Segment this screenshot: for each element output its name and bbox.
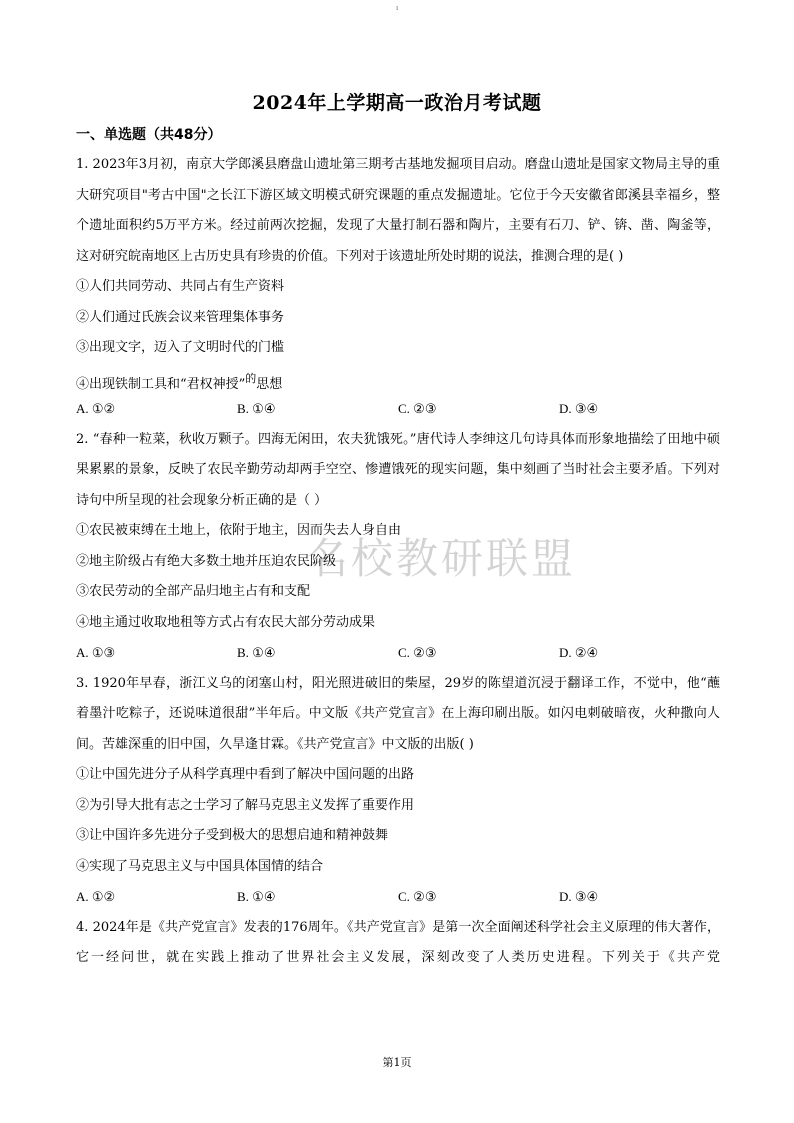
question-list	[76, 150, 720, 974]
question-1	[76, 150, 720, 425]
option-2: ②地主阶级占有绝大多数土地并压迫农民阶级	[76, 553, 337, 569]
option-4: ④实现了马克思主义与中国具体国情的结合	[76, 858, 324, 874]
option-3: ③农民劳动的全部产品归地主占有和支配	[76, 584, 311, 599]
choice-d: D. ③④	[559, 889, 599, 904]
choice-b: B. ①④	[237, 645, 276, 660]
question-stem: 1. 2023年3月初，南京大学郎溪县磨盘山遗址第三期考古基地发掘项目启动。磨盘山遗址是国家文物局主导的重大研究项目"考古中国"之长江下游区域文明模式研究课题的重点发掘遗址。它位于今天安徽省郎溪县幸福乡，整个遗址面积约5万平方米。经过前两次挖掘，发现了大量打制石器和陶片，主要有石刀、铲、锛、凿、陶釜等，这对研究皖南地区上古历史具有珍贵的价值。下列对于该遗址所处时期的说法，推测合理的是( )	[76, 157, 720, 264]
option-3: ③让中国许多先进分子受到极大的思想启迪和精神鼓舞	[76, 828, 389, 843]
top-mark: ı	[396, 4, 399, 12]
option-4-sup: 的	[245, 371, 257, 385]
answer-choices	[76, 882, 720, 913]
answer-choices	[76, 394, 720, 425]
option-1: ①农民被束缚在土地上，依附于地主，因而失去人身自由	[76, 523, 402, 538]
choice-a: A. ①②	[76, 889, 116, 904]
answer-choices	[76, 638, 720, 669]
option-3: ③出现文字，迈入了文明时代的门槛	[76, 340, 285, 355]
choice-b: B. ①④	[237, 401, 276, 416]
question-stem: 2. “春种一粒菜，秋收万颗子。四海无闲田，农夫犹饿死。”唐代诗人李绅这几句诗具体而形象地描绘了田地中硕果累累的景象，反映了农民辛勤劳动却两手空空、惨遭饿死的现实问题，集中刻画了当时社会主要矛盾。下列对诗句中所呈现的社会现象分析正确的是（ ）	[76, 431, 720, 508]
section-heading: 一、单选题（共48分）	[76, 127, 222, 143]
option-2: ②人们通过氏族会议来管理集体事务	[76, 309, 285, 325]
choice-c: C. ②③	[398, 645, 437, 660]
choice-a: A. ①②	[76, 401, 116, 416]
choice-c: C. ②③	[398, 889, 437, 904]
choice-c: C. ②③	[398, 401, 437, 416]
watermark-text: 名校教研联盟	[306, 534, 577, 583]
choice-b: B. ①④	[237, 889, 276, 904]
option-1: ①让中国先进分子从科学真理中看到了解决中国问题的出路	[76, 767, 415, 782]
question-4	[76, 913, 720, 974]
choice-a: A. ①③	[76, 645, 116, 660]
page-number: 第1页	[382, 1056, 412, 1069]
question-stem: 4. 2024年是《共产党宣言》发表的176周年。《共产党宣言》是第一次全面阐述科学社会主义原理的伟大著作，它一经问世，就在实践上推动了世界社会主义发展，深刻改变了人类历史进程。下列关于《共产党	[76, 919, 720, 965]
exam-title: 2024年上学期高一政治月考试题	[252, 92, 542, 114]
option-4-tail: 思想	[256, 376, 283, 392]
option-2: ②为引导大批有志之士学习了解马克思主义发挥了重要作用	[76, 797, 415, 813]
option-4-text: ④出现铁制工具和“君权神授”	[76, 376, 246, 392]
question-2	[76, 425, 720, 669]
choice-d: D. ②④	[559, 645, 599, 660]
question-stem: 3. 1920年早春，浙江义乌的闭塞山村，阳光照进破旧的柴屋，29岁的陈望道沉浸于翻译工作，不觉中，他“蘸着墨汁吃粽子，还说味道很甜”半年后。中文版《共产党宣言》在上海印刷出版。如闪电刺破暗夜，火种撒向人间。苦雄深重的旧中国，久旱逢甘霖。《共产党宣言》中文版的出版( )	[76, 675, 720, 752]
option-1: ①人们共同劳动、共同占有生产资料	[76, 279, 285, 294]
question-3	[76, 669, 720, 913]
choice-d: D. ③④	[559, 401, 599, 416]
option-4: ④地主通过收取地租等方式占有农民大部分劳动成果	[76, 614, 376, 630]
option-4	[76, 364, 720, 395]
